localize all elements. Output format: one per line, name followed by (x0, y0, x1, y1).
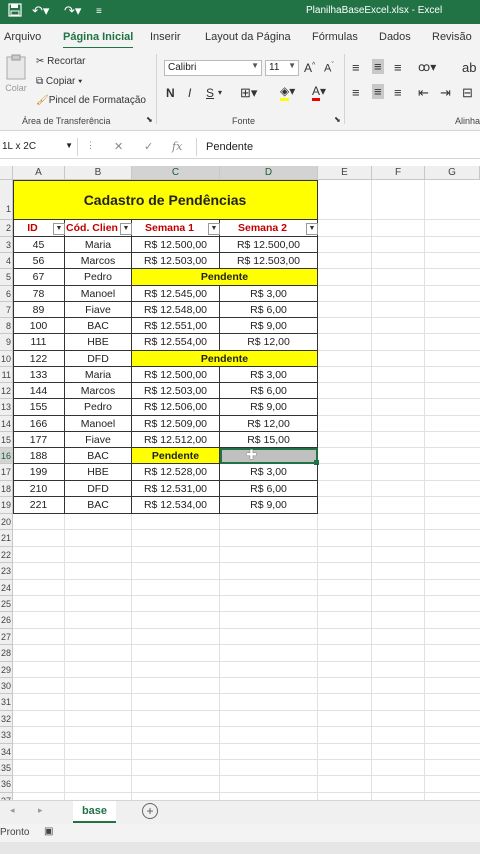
cell-id[interactable]: 122 (13, 351, 65, 367)
sheet-tab-base[interactable]: base (73, 801, 116, 823)
filter-dropdown-icon[interactable]: ▼ (120, 223, 132, 235)
row-header-4[interactable]: 4 (0, 253, 13, 269)
cell-semana2[interactable]: R$ 9,00 (220, 497, 318, 514)
chevron-down-icon: ▼ (65, 141, 73, 150)
column-header-c[interactable]: C (132, 166, 220, 180)
worksheet-grid[interactable] (0, 166, 480, 800)
tab-layout[interactable]: Layout da Página (205, 31, 291, 43)
cell-semana1[interactable]: R$ 12.551,00 (132, 318, 220, 334)
cell-semana2[interactable]: R$ 12.503,00 (220, 253, 318, 269)
gridline (13, 661, 480, 662)
row-header-26[interactable]: 26 (0, 612, 13, 628)
ribbon-tabs (0, 24, 480, 48)
copy-icon: ⧉ (36, 76, 44, 87)
row-header-12[interactable]: 12 (0, 383, 13, 399)
sheet-tabs-bar (0, 800, 480, 825)
customize-qa-icon[interactable]: ≡ (96, 6, 102, 17)
cell-semana2[interactable]: R$ 12,00 (220, 334, 318, 351)
gridline (13, 579, 480, 580)
macro-record-icon[interactable]: ▣ (44, 826, 54, 837)
cell-semana1[interactable]: R$ 12.531,00 (132, 481, 220, 497)
cell-semana2[interactable]: R$ 6,00 (220, 302, 318, 318)
column-header-e[interactable]: E (318, 166, 372, 180)
cell-semana1[interactable]: R$ 12.503,00 (132, 383, 220, 399)
cell-id[interactable]: 133 (13, 367, 65, 383)
cell-semana1[interactable]: R$ 12.554,00 (132, 334, 220, 351)
row-header-31[interactable]: 31 (0, 694, 13, 710)
cancel-icon[interactable]: ✕ (114, 141, 124, 153)
row-header-5[interactable]: 5 (0, 269, 13, 286)
row-header-20[interactable]: 20 (0, 514, 13, 530)
add-sheet-icon[interactable]: + (142, 803, 158, 819)
ribbon (0, 48, 480, 131)
cell-semana2[interactable]: R$ 9,00 (220, 318, 318, 334)
filter-dropdown-icon[interactable]: ▼ (208, 223, 220, 235)
more-icon: ⋮ (86, 140, 95, 150)
cell-client[interactable]: Pedro (65, 399, 132, 416)
row-header-18[interactable]: 18 (0, 481, 13, 497)
cell-pendente-merged[interactable]: Pendente (132, 269, 318, 286)
brush-icon: 🖌 (36, 95, 49, 106)
gridline (13, 677, 480, 678)
align-top-icon[interactable]: ≡ (352, 60, 360, 75)
alignment-group-label: Alinha (455, 116, 480, 126)
cell-semana2[interactable]: R$ 6,00 (220, 481, 318, 497)
cell-id[interactable]: 56 (13, 253, 65, 269)
cell-id[interactable]: 155 (13, 399, 65, 416)
cell-client[interactable]: Maria (65, 237, 132, 253)
wrap-text-icon[interactable]: ab (462, 60, 477, 75)
name-box[interactable] (0, 138, 78, 156)
cell-pendente-merged[interactable]: Pendente (132, 351, 318, 367)
row-header-21[interactable]: 21 (0, 530, 13, 546)
column-header-a[interactable]: A (13, 166, 65, 180)
gridline (13, 775, 480, 776)
enter-icon[interactable]: ✓ (144, 141, 154, 153)
row-header-33[interactable]: 33 (0, 727, 13, 743)
row-header-7[interactable]: 7 (0, 302, 13, 318)
cursor-plus-icon: ✚ (246, 447, 257, 462)
row-header-15[interactable]: 15 (0, 432, 13, 448)
cell-semana2[interactable]: R$ 3,00 (220, 367, 318, 383)
cell-semana2[interactable]: R$ 3,00 (220, 464, 318, 481)
cell-selected[interactable] (220, 448, 318, 464)
cell-id[interactable]: 78 (13, 286, 65, 302)
row-header-27[interactable]: 27 (0, 629, 13, 645)
cell-client[interactable]: DFD (65, 481, 132, 497)
cell-semana2[interactable]: R$ 6,00 (220, 383, 318, 399)
row-header-13[interactable]: 13 (0, 399, 13, 416)
gridline (13, 644, 480, 645)
row-header-30[interactable]: 30 (0, 678, 13, 694)
divider (156, 54, 157, 124)
select-all-corner[interactable] (0, 166, 13, 180)
cell-client[interactable]: Fiave (65, 432, 132, 448)
gridline (13, 743, 480, 744)
gridline (13, 628, 480, 629)
cell-client[interactable]: Marcos (65, 253, 132, 269)
cut-label: Recortar (47, 56, 86, 67)
cell-semana1[interactable]: R$ 12.503,00 (132, 253, 220, 269)
gridline (371, 180, 372, 800)
table-border (13, 180, 318, 181)
cell-semana2[interactable]: R$ 12.500,00 (220, 237, 318, 253)
align-center-icon[interactable]: ≡ (374, 84, 382, 99)
scroll-left-icon[interactable]: ◂ (10, 805, 15, 815)
gridline (13, 611, 480, 612)
row-header-9[interactable]: 9 (0, 334, 13, 351)
cell-id[interactable]: 100 (13, 318, 65, 334)
cell-semana1[interactable]: R$ 12.528,00 (132, 464, 220, 481)
row-header-17[interactable]: 17 (0, 464, 13, 481)
gridline (13, 792, 480, 793)
tab-pagina-inicial[interactable]: Página Inicial (63, 31, 134, 43)
format-painter-button[interactable] (36, 95, 146, 106)
cell-id[interactable]: 45 (13, 237, 65, 253)
column-header-d[interactable]: D (220, 166, 318, 180)
chevron-down-icon: ▼ (251, 61, 259, 70)
row-header-36[interactable]: 36 (0, 776, 13, 792)
gridline (13, 529, 480, 530)
merge-center-icon[interactable]: ⊟ (462, 85, 473, 100)
tab-formulas[interactable]: Fórmulas (312, 31, 358, 43)
font-name-value: Calibri (168, 62, 197, 73)
filter-dropdown-icon[interactable]: ▼ (306, 223, 318, 235)
divider (196, 138, 197, 156)
copy-label: Copiar (45, 76, 76, 87)
status-text: Pronto (0, 827, 30, 838)
cell-client[interactable]: BAC (65, 318, 132, 334)
cell-semana1[interactable]: R$ 12.506,00 (132, 399, 220, 416)
shrink-font-icon[interactable]: $A^ˇ$ (324, 62, 334, 75)
formula-input[interactable]: Pendente (206, 141, 254, 153)
underline-button[interactable]: S (206, 86, 215, 100)
row-header-34[interactable]: 34 (0, 744, 13, 760)
formula-bar (0, 136, 480, 159)
cell-id[interactable]: 67 (13, 269, 65, 286)
row-header-32[interactable]: 32 (0, 711, 13, 727)
row-header-22[interactable]: 22 (0, 547, 13, 563)
font-name-select[interactable] (164, 60, 262, 76)
title-bar (0, 0, 480, 24)
row-header-16[interactable]: 16 (0, 448, 13, 464)
cell-client[interactable]: Maria (65, 367, 132, 383)
cell-semana1[interactable]: R$ 12.534,00 (132, 497, 220, 514)
row-header-10[interactable]: 10 (0, 351, 13, 367)
cell-client[interactable]: BAC (65, 448, 132, 464)
gridline (13, 710, 480, 711)
undo-icon[interactable]: ↶▾ (32, 3, 50, 18)
italic-button[interactable]: I (188, 86, 192, 100)
row-header-19[interactable]: 19 (0, 497, 13, 514)
cell-client[interactable]: Marcos (65, 383, 132, 399)
row-header-28[interactable]: 28 (0, 645, 13, 661)
cell-semana2[interactable]: R$ 3,00 (220, 286, 318, 302)
cell-id[interactable]: 199 (13, 464, 65, 481)
table-border (13, 180, 14, 514)
scissors-icon: ✂ (36, 56, 45, 67)
cell-semana2[interactable]: R$ 12,00 (220, 416, 318, 432)
cell-id[interactable]: 210 (13, 481, 65, 497)
row-header-23[interactable]: 23 (0, 563, 13, 579)
cell-client[interactable]: BAC (65, 497, 132, 514)
table-title[interactable]: Cadastro de Pendências (13, 180, 318, 220)
table-header[interactable]: ID (13, 220, 65, 237)
gridline (13, 595, 480, 596)
cell-id[interactable]: 221 (13, 497, 65, 514)
row-header-2[interactable]: 2 (0, 220, 13, 237)
gridline (424, 180, 425, 800)
cell-client[interactable]: Manoel (65, 286, 132, 302)
row-header-29[interactable]: 29 (0, 662, 13, 678)
name-box-value: 1L x 2C (2, 141, 37, 152)
cell-pendente[interactable]: Pendente (132, 448, 220, 464)
paste-button[interactable] (4, 54, 28, 93)
chevron-down-icon: ▼ (288, 61, 296, 70)
cell-semana1[interactable]: R$ 12.545,00 (132, 286, 220, 302)
cell-client[interactable]: HBE (65, 334, 132, 351)
cell-id[interactable]: 166 (13, 416, 65, 432)
window-title: PlanilhaBaseExcel.xlsx - Excel (306, 5, 443, 16)
cell-semana1[interactable]: R$ 12.509,00 (132, 416, 220, 432)
borders-icon[interactable]: ⊞▾ (240, 85, 258, 100)
fill-color-icon[interactable]: ◈▾ (280, 84, 295, 98)
cell-client[interactable]: Fiave (65, 302, 132, 318)
cell-semana2[interactable]: R$ 9,00 (220, 399, 318, 416)
column-header-g[interactable]: G (425, 166, 480, 180)
scroll-right-icon[interactable]: ▸ (38, 805, 43, 815)
cell-semana1[interactable]: R$ 12.512,00 (132, 432, 220, 448)
gridline (13, 759, 480, 760)
tab-inserir[interactable]: Inserir (150, 31, 181, 43)
tab-arquivo[interactable]: Arquivo (4, 31, 42, 43)
tab-dados[interactable]: Dados (379, 31, 411, 43)
table-header[interactable]: Semana 1 (132, 220, 220, 237)
tab-revisao[interactable]: Revisão (432, 31, 472, 43)
cell-id[interactable]: 89 (13, 302, 65, 318)
row-header-6[interactable]: 6 (0, 286, 13, 302)
row-header-14[interactable]: 14 (0, 416, 13, 432)
paste-label: Colar (5, 83, 27, 93)
table-header[interactable]: Cód. Clien (65, 220, 132, 237)
row-header-25[interactable]: 25 (0, 596, 13, 612)
cell-client[interactable]: DFD (65, 351, 132, 367)
divider (344, 54, 345, 124)
cell-semana1[interactable]: R$ 12.500,00 (132, 237, 220, 253)
function-icon[interactable]: fx (172, 140, 183, 153)
grow-font-icon[interactable]: A^ (304, 61, 316, 75)
table-header[interactable]: Semana 2 (220, 220, 318, 237)
decrease-indent-icon[interactable]: ⇤ (418, 85, 429, 100)
font-group-label: Fonte (232, 116, 256, 126)
row-header-3[interactable]: 3 (0, 237, 13, 253)
cell-client[interactable]: Pedro (65, 269, 132, 286)
copy-button[interactable]: ⧉ Copiar ▾ (36, 76, 83, 87)
format-painter-label: Pincel de Formatação (48, 95, 146, 106)
cell-id[interactable]: 177 (13, 432, 65, 448)
row-header-11[interactable]: 11 (0, 367, 13, 383)
redo-icon[interactable]: ↷▾ (64, 3, 82, 18)
status-bar (0, 824, 480, 842)
cell-client[interactable]: Manoel (65, 416, 132, 432)
align-right-icon[interactable]: ≡ (394, 85, 402, 100)
cut-button[interactable] (36, 56, 86, 67)
orientation-icon[interactable]: ꝏ▾ (418, 60, 437, 74)
cell-semana1[interactable]: R$ 12.548,00 (132, 302, 220, 318)
row-header-24[interactable]: 24 (0, 580, 13, 596)
filter-dropdown-icon[interactable]: ▼ (53, 223, 65, 235)
font-launcher-icon[interactable]: ⬊ (334, 115, 341, 124)
align-middle-icon[interactable]: ≡ (374, 59, 382, 74)
clipboard-icon (5, 54, 27, 80)
column-header-f[interactable]: F (372, 166, 425, 180)
cell-client[interactable]: HBE (65, 464, 132, 481)
gridline (13, 693, 480, 694)
cell-id[interactable]: 111 (13, 334, 65, 351)
font-size-value: 11 (269, 62, 280, 73)
row-header-1[interactable]: 1 (0, 180, 13, 220)
font-color-icon[interactable]: A▾ (312, 84, 326, 98)
taskbar (0, 842, 480, 854)
gridline (13, 562, 480, 563)
align-left-icon[interactable]: ≡ (352, 85, 360, 100)
row-header-8[interactable]: 8 (0, 318, 13, 334)
font-size-select[interactable] (265, 60, 299, 76)
bold-button[interactable]: N (166, 86, 175, 100)
cell-id[interactable]: 144 (13, 383, 65, 399)
row-header-35[interactable]: 35 (0, 760, 13, 776)
cell-id[interactable]: 188 (13, 448, 65, 464)
clipboard-group-label: Área de Transferência (22, 116, 111, 126)
column-header-b[interactable]: B (65, 166, 132, 180)
cell-semana1[interactable]: R$ 12.500,00 (132, 367, 220, 383)
gridline (13, 546, 480, 547)
gridline (13, 726, 480, 727)
chevron-down-icon[interactable]: ▾ (218, 88, 223, 97)
save-icon[interactable] (8, 3, 22, 20)
align-bottom-icon[interactable]: ≡ (394, 60, 402, 75)
clipboard-launcher-icon[interactable]: ⬊ (146, 115, 153, 124)
cell-semana2[interactable]: R$ 15,00 (220, 432, 318, 448)
increase-indent-icon[interactable]: ⇥ (440, 85, 451, 100)
